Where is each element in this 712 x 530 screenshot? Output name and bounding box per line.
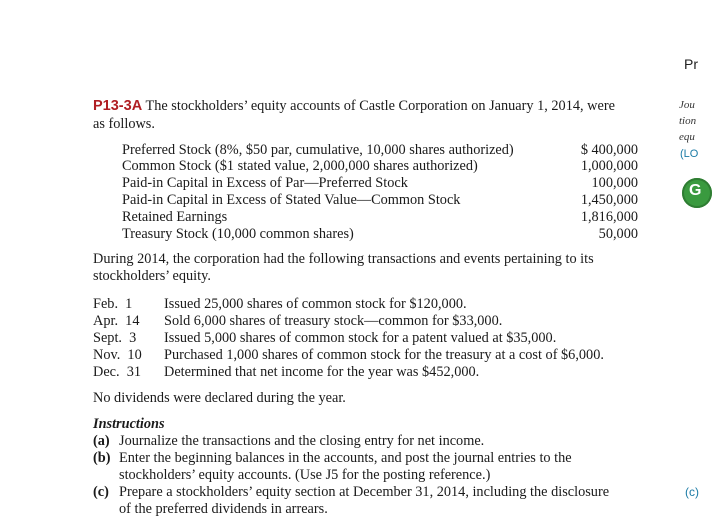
sidebar-text-2: tion	[679, 115, 697, 127]
problem-intro	[93, 98, 615, 115]
problem-code: P13-3A	[93, 98, 143, 114]
instruction-letter: (c)	[93, 484, 109, 500]
account-amount: 100,000	[591, 175, 638, 191]
account-row	[122, 175, 408, 192]
account-label: Preferred Stock (8%, $50 par, cumulative, 10,000 shares authorized)	[122, 142, 514, 158]
during-line-2: stockholders’ equity.	[93, 268, 211, 284]
sidebar-text-1: Jou	[679, 99, 695, 111]
account-label: Treasury Stock (10,000 common shares)	[122, 226, 354, 242]
go-button[interactable]	[682, 178, 712, 208]
account-row	[122, 209, 227, 226]
go-button-label: G	[689, 182, 702, 199]
instructions-heading: Instructions	[93, 416, 165, 432]
account-amount: 1,000,000	[580, 158, 638, 174]
transaction-text: Sold 6,000 shares of treasury stock—common for $33,000.	[164, 313, 503, 329]
no-dividends-note: No dividends were declared during the year.	[93, 390, 346, 406]
transaction-date: Dec. 31	[93, 364, 142, 380]
instruction-text: of the preferred dividends in arrears.	[119, 501, 328, 517]
transaction-text: Purchased 1,000 shares of common stock for the treasury at a cost of $6,000.	[164, 347, 604, 363]
transaction-date: Feb. 1	[93, 296, 133, 312]
account-row	[122, 226, 354, 243]
account-amount: 1,450,000	[580, 192, 638, 208]
sidebar-text-3: equ	[679, 131, 695, 143]
account-amount: 1,816,000	[580, 209, 638, 225]
sidebar-tag: (LO	[680, 148, 699, 160]
instruction-text: Journalize the transactions and the closing entry for net income.	[119, 433, 485, 449]
transaction-text: Determined that net income for the year was $452,000.	[164, 364, 480, 380]
account-row	[122, 192, 460, 209]
instruction-text: stockholders’ equity accounts. (Use J5 for the posting reference.)	[119, 467, 491, 483]
transaction-text: Issued 5,000 shares of common stock for a patent valued at $35,000.	[164, 330, 557, 346]
page-header-partial: Pr	[684, 56, 698, 72]
account-label: Paid-in Capital in Excess of Stated Value—Common Stock	[122, 192, 461, 208]
transaction-date: Nov. 10	[93, 347, 142, 363]
account-amount: $ 400,000	[580, 142, 638, 158]
account-row	[122, 158, 478, 175]
instruction-text: Prepare a stockholders’ equity section at December 31, 2014, including the disclosure	[119, 484, 610, 500]
transaction-text: Issued 25,000 shares of common stock for $120,000.	[164, 296, 467, 312]
account-label: Paid-in Capital in Excess of Par—Preferred Stock	[122, 175, 408, 191]
sidebar-bottom-label: (c)	[685, 485, 699, 499]
during-line-1: During 2014, the corporation had the following transactions and events pertaining to its	[93, 251, 594, 267]
account-amount: 50,000	[598, 226, 638, 242]
intro-line-2: as follows.	[93, 116, 155, 132]
instruction-text: Enter the beginning balances in the accounts, and post the journal entries to the	[119, 450, 572, 466]
instruction-letter: (b)	[93, 450, 111, 466]
transaction-date: Apr. 14	[93, 313, 140, 329]
intro-line-1: The stockholders’ equity accounts of Castle Corporation on January 1, 2014, were	[145, 98, 615, 114]
account-row	[122, 142, 514, 159]
account-label: Common Stock ($1 stated value, 2,000,000 shares authorized)	[122, 158, 478, 174]
transaction-date: Sept. 3	[93, 330, 137, 346]
instruction-letter: (a)	[93, 433, 110, 449]
account-label: Retained Earnings	[122, 209, 228, 225]
